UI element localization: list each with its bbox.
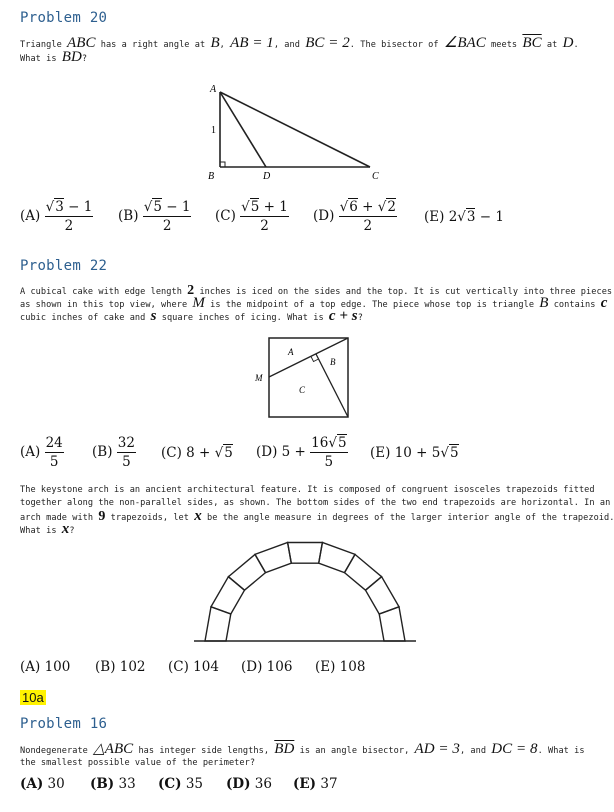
arch-trapezoid — [379, 607, 405, 641]
problem-16-heading: Problem 16 — [20, 716, 108, 732]
problem-22-line-2: as shown in this top view, where M is the midpoint of a top edge. The piece whose top is triangle B contains c — [20, 295, 608, 311]
cut-m-to-corner — [269, 338, 348, 377]
keystone-line-3: arch made with 9 trapezoids, let x be the angle measure in degrees of the larger interior angle of the trapezoid. — [20, 508, 614, 524]
problem-20-line-1: Triangle ABC has a right angle at B, AB = 1, and BC = 2. The bisector of ∠BAC meets $\overline{BC}$ at D. — [20, 35, 579, 51]
problem-16-choice-e[interactable]: (E) 37 — [293, 776, 338, 792]
label-piece-c: C — [299, 385, 306, 395]
problem-20-choice-a[interactable]: (A) $\frac{√3 - 1}{2}$ — [20, 199, 93, 234]
problem-22-heading: Problem 22 — [20, 258, 108, 274]
problem-16-choice-b[interactable]: (B) 33 — [90, 776, 136, 792]
problem-22-choice-b[interactable]: (B) $\frac{32}{5}$ — [92, 435, 135, 470]
arch-trapezoid — [319, 543, 355, 573]
arch-trapezoids — [205, 543, 405, 642]
arch-trapezoid — [228, 554, 265, 590]
problem-20-choice-c[interactable]: (C) $\frac{√5 + 1}{2}$ — [215, 199, 288, 234]
problem-22-choice-c[interactable]: (C) 8 + √5 — [161, 445, 233, 461]
arch-trapezoid — [288, 543, 323, 564]
arch-trapezoid — [255, 543, 291, 573]
cake-top-view-figure — [250, 335, 360, 421]
label-m: M — [255, 373, 263, 383]
label-d: D — [263, 171, 271, 182]
keystone-line-4: What is x? — [20, 521, 75, 537]
keystone-choice-a[interactable]: (A) 100 — [20, 659, 71, 675]
arch-trapezoid — [345, 554, 382, 590]
problem-22-choice-e[interactable]: (E) 10 + 5√5 — [370, 445, 459, 461]
label-b: B — [208, 171, 215, 182]
problem-16-line-1: Nondegenerate △ABC has integer side lengths, $\overline{BD}$ is an angle bisector, AD = 3, and DC = 8. What is — [20, 741, 585, 757]
problem-22-choice-a[interactable]: (A) $\frac{24}{5}$ — [20, 435, 63, 470]
keystone-choice-e[interactable]: (E) 108 — [315, 659, 366, 675]
cake-square — [269, 338, 348, 417]
label-side-1: 1 — [211, 125, 216, 136]
problem-22-choice-d[interactable]: (D) 5 + $\frac{16√5}{5}$ — [256, 435, 347, 470]
keystone-line-1: The keystone arch is an ancient architectural feature. It is composed of congruent isosceles trapezoids fitted — [20, 485, 595, 495]
keystone-choice-c[interactable]: (C) 104 — [168, 659, 219, 675]
triangle-abc-figure — [195, 78, 395, 184]
arch-trapezoid — [211, 577, 245, 614]
problem-16-choice-d[interactable]: (D) 36 — [226, 776, 272, 792]
highlighted-tag — [20, 687, 46, 706]
problem-16-line-2: the smallest possible value of the perimeter? — [20, 758, 256, 768]
problem-22-line-3: cubic inches of cake and s square inches of icing. What is c + s? — [20, 308, 363, 324]
problem-22-line-1: A cubical cake with edge length 2 inches is iced on the sides and the top. It is cut vertically into three pieces — [20, 283, 613, 298]
label-a: A — [210, 84, 217, 95]
problem-20-choice-e[interactable]: (E) 2√3 − 1 — [424, 209, 504, 225]
problem-20-choice-b[interactable]: (B) $\frac{√5 - 1}{2}$ — [118, 199, 191, 234]
keystone-choice-d[interactable]: (D) 106 — [241, 659, 293, 675]
problem-20-line-2: What is BD? — [20, 49, 88, 65]
tag-10a: 10a — [22, 690, 44, 705]
problem-20-heading: Problem 20 — [20, 10, 108, 26]
label-c: C — [372, 171, 379, 182]
problem-16-choice-c[interactable]: (C) 35 — [158, 776, 204, 792]
label-piece-b: B — [330, 357, 336, 367]
keystone-arch-figure — [180, 540, 430, 650]
problem-20-choice-d[interactable]: (D) $\frac{√6 + √2}{2}$ — [313, 199, 396, 234]
problem-16-choice-a[interactable]: (A) 30 — [20, 776, 65, 792]
keystone-choice-b[interactable]: (B) 102 — [95, 659, 146, 675]
keystone-line-2: together along the non-parallel sides, as shown. The bottom sides of the two end trapezoids are horizontal. In an — [20, 498, 611, 508]
label-piece-a: A — [288, 347, 294, 357]
